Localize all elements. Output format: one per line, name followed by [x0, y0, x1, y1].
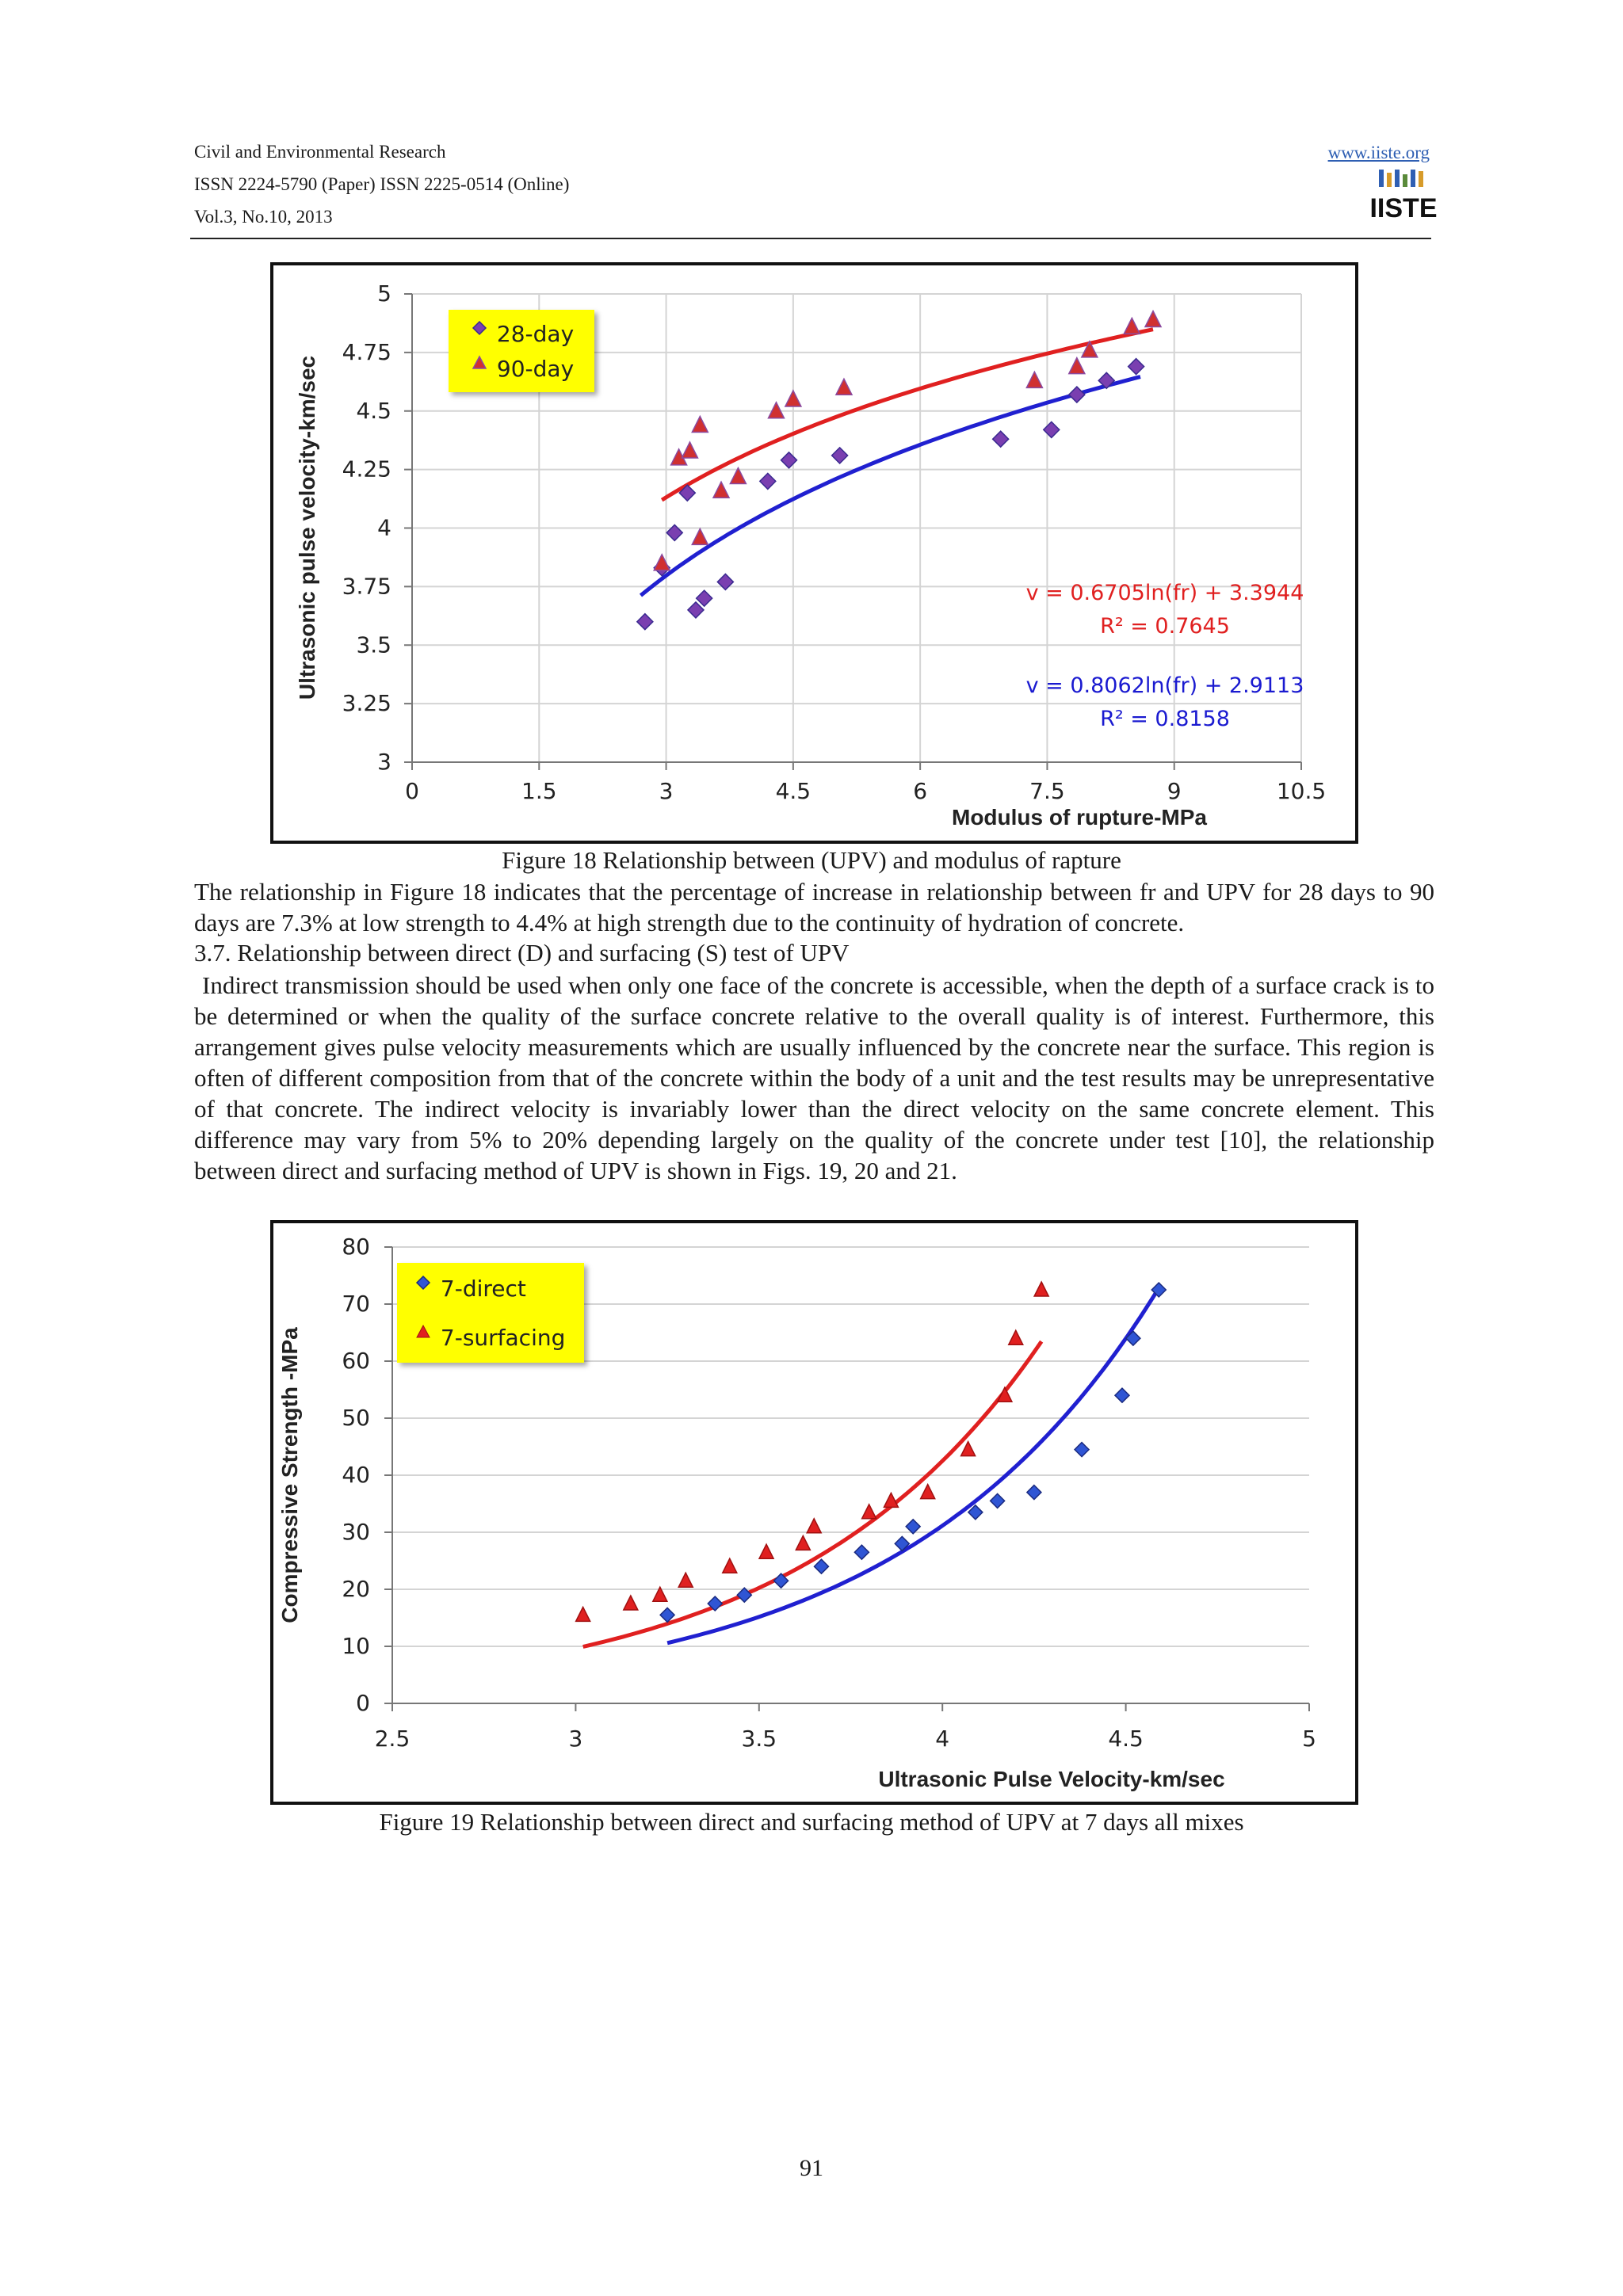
r-squared-text: R² = 0.7645 [1100, 613, 1230, 639]
journal-website-link[interactable]: www.iiste.org [1327, 143, 1430, 162]
legend-label: 7-surfacing [440, 1325, 566, 1351]
figure-19-caption: Figure 19 Relationship between direct and surfacing method of UPV at 7 days all mixes [379, 1808, 1244, 1836]
data-point-90-day [1026, 372, 1042, 387]
logo-bar [1411, 170, 1415, 187]
paragraph-figure-18-discussion [194, 876, 1434, 938]
data-point-90-day [785, 391, 801, 406]
data-point-28-day [1069, 387, 1085, 402]
y-tick-label: 5 [377, 280, 391, 307]
y-axis-title: Ultrasonic pulse velocity-km/sec [295, 355, 319, 700]
figure-18-plot [273, 265, 1355, 841]
data-point-28-day [688, 602, 704, 618]
x-tick-label: 3 [568, 1726, 583, 1752]
data-point-7-surfacing [1009, 1330, 1023, 1344]
x-tick-label: 9 [1167, 778, 1182, 804]
data-point-7-direct [854, 1545, 869, 1559]
x-tick-label: 1.5 [521, 778, 557, 804]
data-point-7-surfacing [624, 1596, 638, 1610]
trendline-28-day [641, 377, 1141, 596]
y-tick-label: 60 [342, 1348, 370, 1374]
data-point-90-day [1069, 358, 1085, 374]
data-point-7-surfacing [796, 1535, 810, 1550]
logo-text: IISTE [1369, 193, 1438, 223]
data-point-90-day [682, 442, 697, 458]
x-tick-label: 4.5 [775, 778, 812, 804]
header-rule [190, 238, 1431, 239]
y-axis-title: Compressive Strength -MPa [277, 1327, 302, 1623]
x-tick-label: 4 [935, 1726, 950, 1752]
data-point-7-surfacing [576, 1607, 590, 1621]
x-axis-title: Ultrasonic Pulse Velocity-km/sec [878, 1767, 1225, 1791]
iiste-logo [1369, 166, 1438, 223]
data-point-7-surfacing [961, 1442, 976, 1456]
data-point-7-surfacing [807, 1519, 821, 1533]
legend-item-90-day [472, 356, 574, 382]
legend-label: 90-day [496, 356, 575, 382]
journal-volume: Vol.3, No.10, 2013 [194, 207, 333, 227]
y-tick-label: 3.5 [356, 631, 391, 658]
y-tick-label: 70 [342, 1291, 370, 1317]
x-tick-label: 2.5 [374, 1726, 411, 1752]
y-tick-label: 30 [342, 1519, 370, 1545]
data-point-7-surfacing [759, 1544, 773, 1558]
journal-name: Civil and Environmental Research [194, 142, 446, 162]
y-tick-label: 3.75 [342, 573, 391, 600]
figure-18-chart [270, 262, 1358, 844]
x-tick-label: 0 [405, 778, 419, 804]
data-point-7-surfacing [1034, 1282, 1048, 1296]
y-tick-label: 4.25 [342, 456, 391, 482]
data-point-28-day [637, 614, 653, 630]
data-point-28-day [760, 473, 776, 489]
y-tick-label: 0 [356, 1690, 370, 1716]
data-point-28-day [1128, 359, 1144, 375]
data-point-7-direct [1027, 1486, 1041, 1500]
section-heading-3-7: 3.7. Relationship between direct (D) and surfacing (S) test of UPV [194, 939, 850, 967]
journal-issn: ISSN 2224-5790 (Paper) ISSN 2225-0514 (Online) [194, 174, 570, 194]
y-tick-label: 3.25 [342, 690, 391, 717]
legend-label: 28-day [496, 321, 575, 347]
logo-bar [1403, 174, 1407, 187]
legend-item-7-surfacing [416, 1325, 565, 1351]
page-number: 91 [800, 2155, 823, 2181]
y-tick-label: 10 [342, 1633, 370, 1659]
y-tick-label: 4.5 [356, 397, 391, 424]
data-point-28-day [832, 448, 848, 463]
data-point-7-direct [1075, 1443, 1089, 1457]
x-tick-label: 3 [659, 778, 674, 804]
logo-bar [1419, 171, 1423, 187]
data-point-7-surfacing [862, 1505, 876, 1519]
y-tick-label: 20 [342, 1576, 370, 1602]
equation-text: v = 0.8062ln(fr) + 2.9113 [1025, 673, 1304, 698]
trendline-7-surfacing [583, 1341, 1041, 1646]
y-tick-label: 4.75 [342, 338, 391, 365]
logo-bar [1395, 170, 1400, 187]
paragraph-text: Indirect transmission should be used when only one face of the concrete is accessible, when the depth of a surface crack is to be determined or when the quality of the surface concrete relative to the overall quality is of interest. Furthermore, this arrangement gives pulse velocity measurements which are usually influenced by the concrete near the surface. This region is often of different composition from that of the concrete within the body of a unit and the test results may be unrepresentative of that concrete. The indirect velocity is invariably lower than the direct velocity on the same concrete element. This difference may vary from 5% to 20% depending largely on the quality of the concrete under test [10], the relationship between direct and surfacing method of UPV is shown in Figs. 19, 20 and 21. [194, 971, 1434, 1184]
equation-text: v = 0.6705ln(fr) + 3.3944 [1025, 581, 1304, 605]
r-squared-text: R² = 0.8158 [1100, 706, 1230, 731]
data-point-90-day [713, 482, 729, 498]
x-tick-label: 3.5 [741, 1726, 777, 1752]
data-point-7-surfacing [723, 1558, 737, 1573]
data-point-7-surfacing [678, 1573, 693, 1587]
data-point-90-day [1145, 311, 1161, 327]
figure-19-chart [270, 1220, 1358, 1805]
data-point-90-day [654, 555, 670, 570]
y-tick-label: 50 [342, 1405, 370, 1431]
data-point-7-direct [1115, 1388, 1129, 1402]
paragraph-text: The relationship in Figure 18 indicates that the percentage of increase in relationship between fr and UPV for 28 days to 90 days are 7.3% at low strength to 4.4% at high strength due to the continuity of hydration of concrete. [194, 878, 1434, 936]
data-point-28-day [1044, 421, 1060, 437]
data-point-28-day [717, 574, 733, 589]
x-tick-label: 10.5 [1276, 778, 1327, 804]
data-point-28-day [781, 452, 797, 468]
data-point-7-direct [660, 1608, 674, 1622]
data-point-28-day [666, 524, 682, 540]
data-point-90-day [692, 528, 708, 544]
legend-item-7-direct [416, 1276, 526, 1302]
legend-item-28-day [472, 321, 574, 347]
data-point-90-day [692, 416, 708, 432]
y-tick-label: 80 [342, 1234, 370, 1260]
x-axis-title: Modulus of rupture-MPa [952, 805, 1207, 830]
figure-19-legend [397, 1263, 584, 1363]
x-tick-label: 7.5 [1029, 778, 1065, 804]
legend-label: 7-direct [440, 1276, 526, 1302]
data-point-7-direct [991, 1493, 1005, 1508]
x-tick-label: 5 [1302, 1726, 1316, 1752]
regression-equation-90-day [991, 577, 1339, 643]
data-point-90-day [836, 379, 852, 395]
logo-bar [1379, 170, 1384, 187]
regression-equation-28-day [991, 669, 1339, 736]
data-point-28-day [697, 590, 712, 606]
logo-bar [1387, 173, 1392, 187]
data-point-7-surfacing [921, 1485, 935, 1499]
y-tick-label: 4 [377, 514, 391, 541]
figure-18-caption: Figure 18 Relationship between (UPV) and modulus of rapture [502, 846, 1121, 874]
y-tick-label: 3 [377, 749, 391, 775]
figure-18-legend [449, 310, 594, 392]
x-tick-label: 4.5 [1108, 1726, 1144, 1752]
data-point-28-day [993, 431, 1009, 447]
data-point-90-day [1124, 318, 1140, 334]
y-tick-label: 40 [342, 1462, 370, 1488]
x-tick-label: 6 [913, 778, 928, 804]
data-point-7-direct [814, 1559, 828, 1573]
paragraph-indirect-transmission [194, 970, 1434, 1186]
